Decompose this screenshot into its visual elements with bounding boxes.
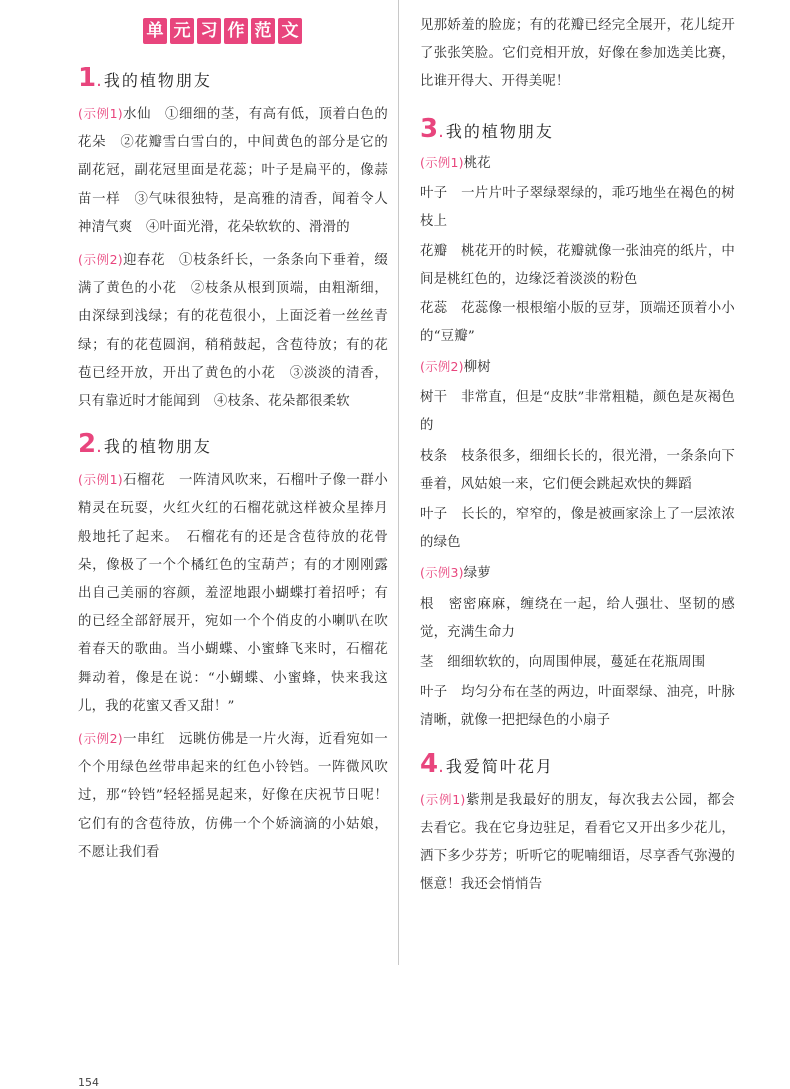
title-char: 元 — [170, 18, 194, 44]
example-tag: (示例2) — [78, 731, 123, 747]
section-number: 3 — [420, 113, 439, 144]
section-number: 4 — [420, 748, 439, 779]
plant-part-line: 根 密密麻麻，缠绕在一起，给人强壮、坚韧的感觉，充满生命力 — [420, 596, 735, 640]
section-title: 我的植物朋友 — [103, 437, 212, 457]
section-title: 我的植物朋友 — [445, 121, 554, 141]
example-tag: (示例1) — [78, 106, 123, 121]
column-divider — [398, 0, 399, 965]
section-1-heading: 1 . 我的植物朋友 — [78, 58, 388, 98]
section-3-example-1-title — [420, 149, 735, 178]
example-tag: (示例2) — [78, 252, 123, 268]
example-text: 一串红 远眺仿佛是一片火海，近看宛如一个个用绿色丝带串起来的红色小铃铛。一阵微风吹过，那“铃铛”轻轻摇晃起来，好像在庆祝节日呢！ 它们有的含苞待放，仿佛一个个娇滴滴的小姑娘，不愿让我们看 — [78, 732, 402, 860]
plant-part-line: 花瓣 桃花开的时候，花瓣就像一张油亮的纸片，中间是桃红色的，边缘泛着淡淡的粉色 — [420, 244, 735, 288]
plant-part-line: 树干 非常直，但是“皮肤”非常粗糙，颜色是灰褐色的 — [420, 390, 735, 434]
title-char: 作 — [224, 18, 248, 44]
plant-part-line: 枝条 枝条很多，细细长长的，很光滑，一条条向下垂着，风姑娘一来，它们便会跳起欢快的舞蹈 — [420, 448, 735, 492]
section-title: 我的植物朋友 — [103, 71, 212, 90]
plant-part-line: 叶子 均匀分布在茎的两边，叶面翠绿、油亮，叶脉清晰，就像一把把绿色的小扇子 — [420, 685, 735, 729]
section-2-example-2 — [78, 725, 402, 867]
section-3-example-3-title — [420, 559, 735, 588]
title-char: 单 — [143, 18, 167, 44]
example-tag: (示例1) — [78, 472, 123, 488]
plant-name: 绿萝 — [463, 566, 491, 582]
plant-part-line: 茎 细细软软的，向周围伸展，蔓延在花瓶周围 — [420, 655, 706, 671]
plant-name: 柳树 — [463, 360, 491, 376]
section-title: 我爱简叶花月 — [445, 756, 554, 776]
example-text: 紫荆是我最好的朋友，每次我去公园，都会去看它。我在它身边驻足，看看它又开出多少花儿，洒下多少芬芳；听听它的呢喃细语，尽享香气弥漫的惬意！我还会悄悄告 — [420, 792, 735, 893]
section-3-heading: 3 . 我的植物朋友 — [420, 109, 735, 149]
title-char: 习 — [197, 18, 221, 44]
section-2-example-1 — [78, 466, 388, 721]
plant-part-line: 花蕊 花蕊像一根根缩小版的豆芽，顶端还顶着小小的“豆瓣” — [420, 300, 735, 344]
example-tag: (示例1) — [420, 791, 466, 807]
plant-part-line: 叶子 一片片叶子翠绿翠绿的，乖巧地坐在褐色的树枝上 — [420, 185, 735, 230]
example-text: 石榴花 一阵清风吹来，石榴叶子像一群小精灵在玩耍，火红火红的石榴花就这样被众星捧月般地托了起来。 石榴花有的还是含苞待放的花骨朵，像极了一个个橘红色的宝葫芦；有的才刚刚露出自己美丽的容颜，羞涩地跟小蝴蝶打着招呼；有的已经全部舒展开，宛如一个个俏皮的小喇叭在吹着春天的歌曲。当小蝴蝶、小蜜蜂飞来时，石榴花舞动着，像是在说：“小蝴蝶、小蜜蜂，快来我这儿，我的花蜜又香又甜！” — [78, 473, 388, 714]
left-column — [78, 58, 402, 867]
right-column — [420, 12, 735, 899]
example-text: 迎春花 ①枝条纤长，一条条向下垂着，缀满了黄色的小花 ②枝条从根到顶端，由粗渐细，由深绿到浅绿；有的花苞很小，上面泛着一丝丝青绿；有的花苞圆润，稍稍鼓起，含苞待放；有的花苞已经开放，开出了黄色的小花 ③淡淡的清香，只有靠近时才能闻到 ④枝条、花朵都很柔软 — [78, 253, 388, 410]
section-1-example-2 — [78, 246, 388, 416]
plant-name: 桃花 — [463, 155, 491, 171]
section-number: 1 — [78, 63, 97, 93]
section-1-example-1 — [78, 100, 388, 242]
title-char: 文 — [278, 18, 302, 44]
section-2-heading: 2 . 我的植物朋友 — [78, 424, 388, 464]
unit-title-banner — [143, 18, 302, 44]
page-number: 154 — [78, 1076, 99, 1089]
example-tag: (示例3) — [420, 565, 464, 581]
section-3-example-2-title — [420, 353, 735, 382]
section-4-heading: 4 . 我爱简叶花月 — [420, 744, 735, 784]
section-2-example-2-continued: 见那娇羞的脸庞；有的花瓣已经完全展开，花儿绽开了张张笑脸。它们竞相开放，好像在参加选美比赛，比谁开得大、开得美呢！ — [420, 18, 735, 90]
section-number: 2 — [78, 429, 97, 460]
section-4-example-1 — [420, 786, 735, 900]
example-tag: (示例2) — [420, 359, 464, 375]
example-tag: (示例1) — [420, 154, 464, 170]
example-text: 水仙 ①细细的茎，有高有低，顶着白色的花朵 ②花瓣雪白雪白的，中间黄色的部分是它的副花冠，副花冠里面是花蕊；叶子是扁平的，像蒜苗一样 ③气味很独特，是高雅的清香，闻着令人神清气爽 ④叶面光滑，花朵软软的、滑滑的 — [78, 107, 388, 235]
title-char: 范 — [251, 18, 275, 44]
plant-part-line: 叶子 长长的，窄窄的，像是被画家涂上了一层浓浓的绿色 — [420, 507, 735, 551]
